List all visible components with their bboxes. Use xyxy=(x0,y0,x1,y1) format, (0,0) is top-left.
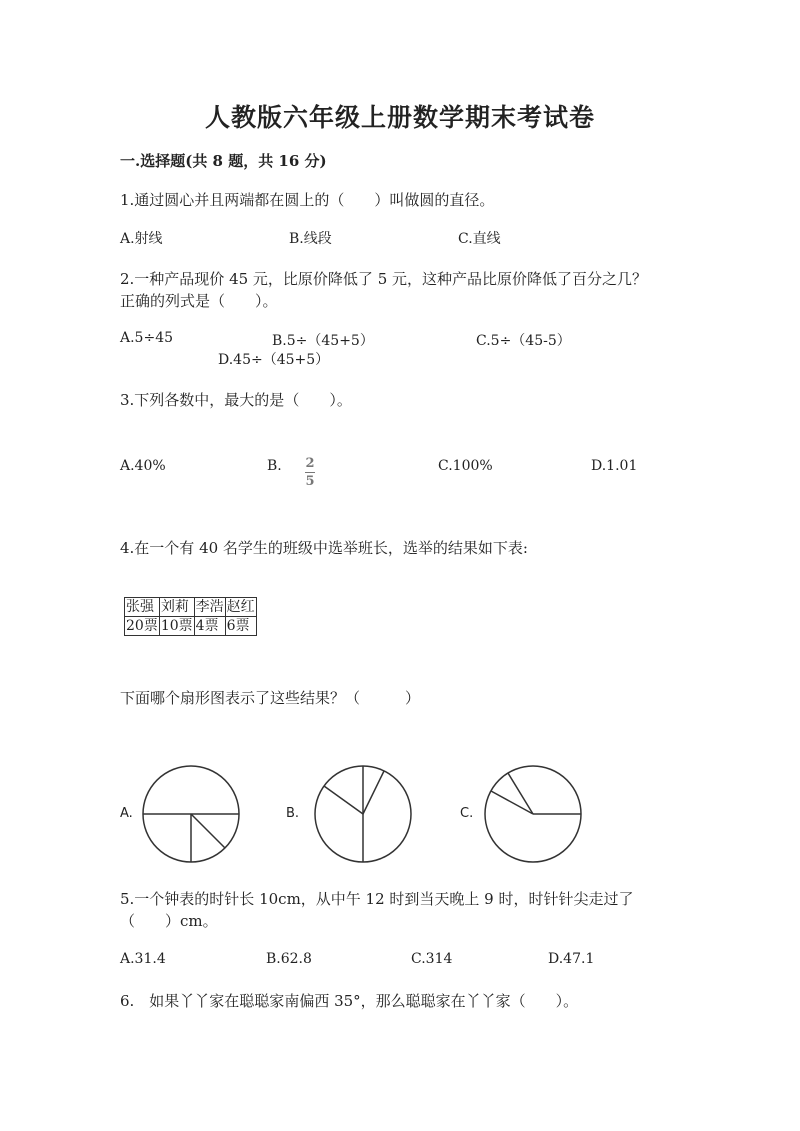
table-cell: 张强 xyxy=(125,598,160,617)
table-cell: 20票 xyxy=(126,618,158,634)
q5-option-b[interactable]: B.62.8 xyxy=(266,951,312,967)
fraction-denominator: 5 xyxy=(305,474,315,489)
q2-option-b[interactable]: B.5÷（45+5） xyxy=(272,333,374,349)
section-heading: 一.选择题(共 8 题，共 16 分) xyxy=(120,152,327,170)
votes-table-votes-row xyxy=(125,617,257,636)
table-cell: 赵红 xyxy=(226,599,255,615)
votes-table-names-row xyxy=(125,598,257,617)
question-3-text: 3.下列各数中，最大的是（ ）。 xyxy=(120,391,352,409)
question-4-subquestion: 下面哪个扇形图表示了这些结果？（ ） xyxy=(120,689,421,707)
pie-chart-b[interactable] xyxy=(312,763,414,865)
q2-option-d[interactable]: D.45÷（45+5） xyxy=(218,352,330,368)
pie-chart-a[interactable] xyxy=(140,763,242,865)
question-5-text-line1: 5.一个钟表的时针长 10cm，从中午 12 时到当天晚上 9 时，时针针尖走过了 xyxy=(120,890,634,908)
table-cell: 李浩 xyxy=(195,599,224,615)
pie-option-c-label[interactable]: C. xyxy=(460,806,474,821)
pie-option-b-label[interactable]: B. xyxy=(286,806,300,821)
pie-a-radius-diag xyxy=(191,814,225,848)
pie-b-radius-right xyxy=(363,771,384,814)
votes-table xyxy=(124,597,257,636)
q1-option-b[interactable]: B.线段 xyxy=(289,231,332,247)
question-5-text-line2: （ ）cm。 xyxy=(120,912,218,930)
q5-option-d[interactable]: D.47.1 xyxy=(548,951,595,967)
q2-option-a[interactable]: A.5÷45 xyxy=(120,330,174,346)
q5-option-a[interactable]: A.31.4 xyxy=(120,951,166,967)
q3-option-a[interactable]: A.40% xyxy=(120,458,166,474)
question-2-text-line2: 正确的列式是（ ）。 xyxy=(120,292,278,310)
table-cell: 4票 xyxy=(194,617,225,636)
pie-b-radius-left xyxy=(324,786,363,814)
table-cell: 刘莉 xyxy=(159,598,194,617)
q3-option-d[interactable]: D.1.01 xyxy=(591,458,638,474)
q3-option-b-fraction xyxy=(305,452,315,489)
question-2-text-line1: 2.一种产品现价 45 元，比原价降低了 5 元，这种产品比原价降低了百分之几？ xyxy=(120,270,648,288)
q1-option-c[interactable]: C.直线 xyxy=(458,231,501,247)
fraction-numerator: 2 xyxy=(305,456,315,471)
q1-option-a[interactable]: A.射线 xyxy=(120,231,163,247)
page-title: 人教版六年级上册数学期末考试卷 xyxy=(204,103,595,132)
table-cell: 6票 xyxy=(225,617,256,636)
q3-option-b[interactable]: B. xyxy=(267,458,282,474)
question-4-text: 4.在一个有 40 名学生的班级中选举班长，选举的结果如下表: xyxy=(120,539,528,557)
q5-option-c[interactable]: C.314 xyxy=(411,951,453,967)
question-1-text: 1.通过圆心并且两端都在圆上的（ ）叫做圆的直径。 xyxy=(120,191,495,209)
question-6-text: 6. 如果丫丫家在聪聪家南偏西 35°，那么聪聪家在丫丫家（ ）。 xyxy=(120,992,579,1010)
q3-option-c[interactable]: C.100% xyxy=(438,458,493,474)
pie-chart-c[interactable] xyxy=(482,763,584,865)
table-cell: 10票 xyxy=(160,618,193,634)
pie-option-a-label[interactable]: A. xyxy=(120,806,133,821)
q2-option-c[interactable]: C.5÷（45-5） xyxy=(476,333,571,349)
fraction-bar xyxy=(305,472,315,473)
